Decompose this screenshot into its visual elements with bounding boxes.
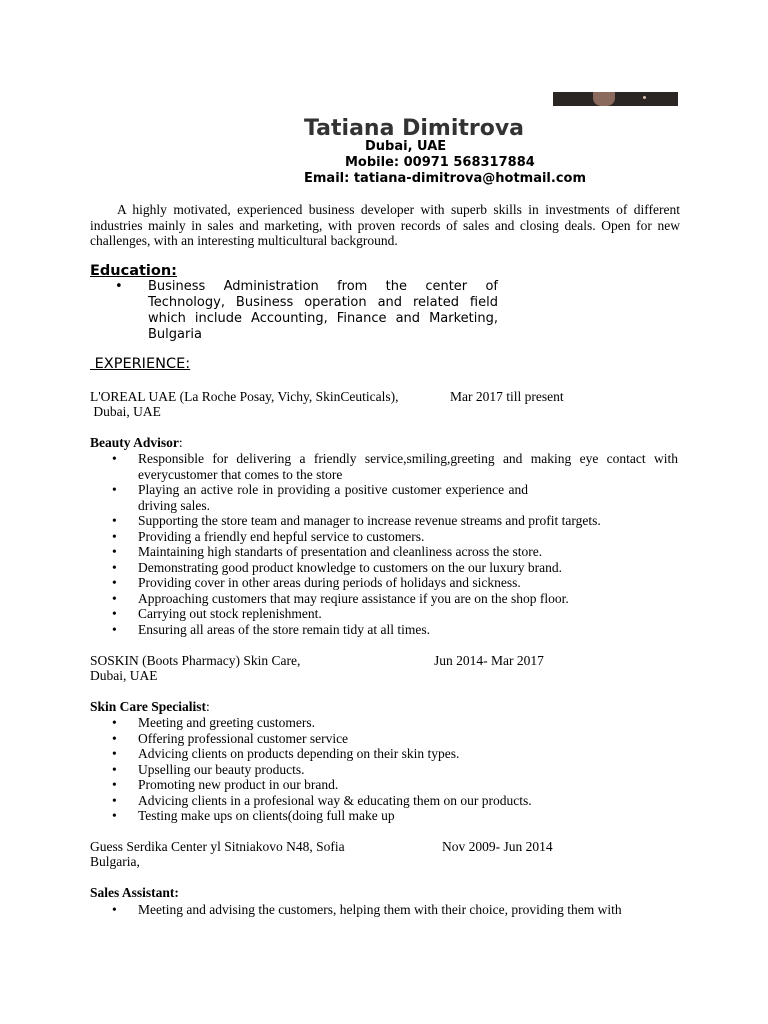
duty-item: • Upselling our beauty products. <box>108 762 678 778</box>
duties-list <box>108 902 678 918</box>
job-role-suffix: : <box>178 435 183 450</box>
education-heading: Education: <box>90 263 177 279</box>
duty-item: • Offering professional customer service <box>108 731 678 747</box>
education-list <box>108 279 498 343</box>
job-location: Dubai, UAE <box>90 668 158 683</box>
duties-list <box>108 451 678 637</box>
duty-item: • Ensuring all areas of the store remain tidy at all times. <box>108 622 678 638</box>
duty-item: • Demonstrating good product knowledge to customers on the our luxury brand. <box>108 560 678 576</box>
email-text: Email: tatiana-dimitrova@hotmail.com <box>304 171 587 186</box>
duty-item: • Advicing clients in a profesional way & educating them on our products. <box>108 793 678 809</box>
duty-item: • Maintaining high standarts of presentation and cleanliness across the store. <box>108 544 678 560</box>
job-location: Bulgaria, <box>90 854 140 869</box>
duty-item: • Testing make ups on clients(doing full make up <box>108 808 678 824</box>
job-role-title: Skin Care Specialist <box>90 699 207 714</box>
job-role-title: Sales Assistant: <box>90 885 179 900</box>
duty-item: • Approaching customers that may reqiure assistance if you are on the shop floor. <box>108 591 678 607</box>
job-role <box>90 885 179 901</box>
education-item: • Business Administration from the center of Technology, Business operation and related field which include Accounting, Finance and Marketing, Bulgaria <box>108 279 498 343</box>
job-company: L'OREAL UAE (La Roche Posay, Vichy, SkinCeuticals), <box>90 389 399 404</box>
experience-heading: EXPERIENCE: <box>90 356 191 372</box>
duty-item: • Supporting the store team and manager to increase revenue streams and profit targets. <box>108 513 678 529</box>
duty-item: • Carrying out stock replenishment. <box>108 606 678 622</box>
mobile-text: Mobile: 00971 568317884 <box>345 155 535 170</box>
duty-item: • Promoting new product in our brand. <box>108 777 678 793</box>
job-period: Mar 2017 till present <box>450 389 564 404</box>
summary-paragraph: A highly motivated, experienced business developer with superb skills in investments of different industries mainly in sales and marketing, with proven records of sales and closing deals. Open for new challenges, with an interesting multicultural background. <box>90 202 680 248</box>
candidate-name: Tatiana Dimitrova <box>304 116 525 141</box>
job-period: Nov 2009- Jun 2014 <box>442 839 553 854</box>
duty-item: • Responsible for delivering a friendly service,smiling,greeting and making eye contact with everycustomer that comes to the store <box>108 451 678 482</box>
job-location: Dubai, UAE <box>90 404 161 419</box>
job-role-suffix: : <box>206 699 210 714</box>
job-role-title: Beauty Advisor <box>90 435 179 450</box>
duty-item: • Providing a friendly end hepful service to customers. <box>108 529 678 545</box>
duty-item: • Advicing clients on products depending on their skin types. <box>108 746 678 762</box>
profile-photo <box>553 92 678 106</box>
duties-list <box>108 715 678 824</box>
job-role <box>90 699 210 715</box>
location-text: Dubai, UAE <box>365 139 447 154</box>
duty-item: • Providing cover in other areas during periods of holidays and sickness. <box>108 575 678 591</box>
duty-item: • Meeting and greeting customers. <box>108 715 678 731</box>
job-role <box>90 435 183 451</box>
job-company: Guess Serdika Center yl Sitniakovo N48, Sofia <box>90 839 345 854</box>
duty-item: • Playing an active role in providing a positive customer experience and driving sales. <box>108 482 678 513</box>
duty-item: • Meeting and advising the customers, helping them with their choice, providing them with <box>108 902 678 918</box>
job-company: SOSKIN (Boots Pharmacy) Skin Care, <box>90 653 301 668</box>
job-period: Jun 2014- Mar 2017 <box>434 653 544 668</box>
